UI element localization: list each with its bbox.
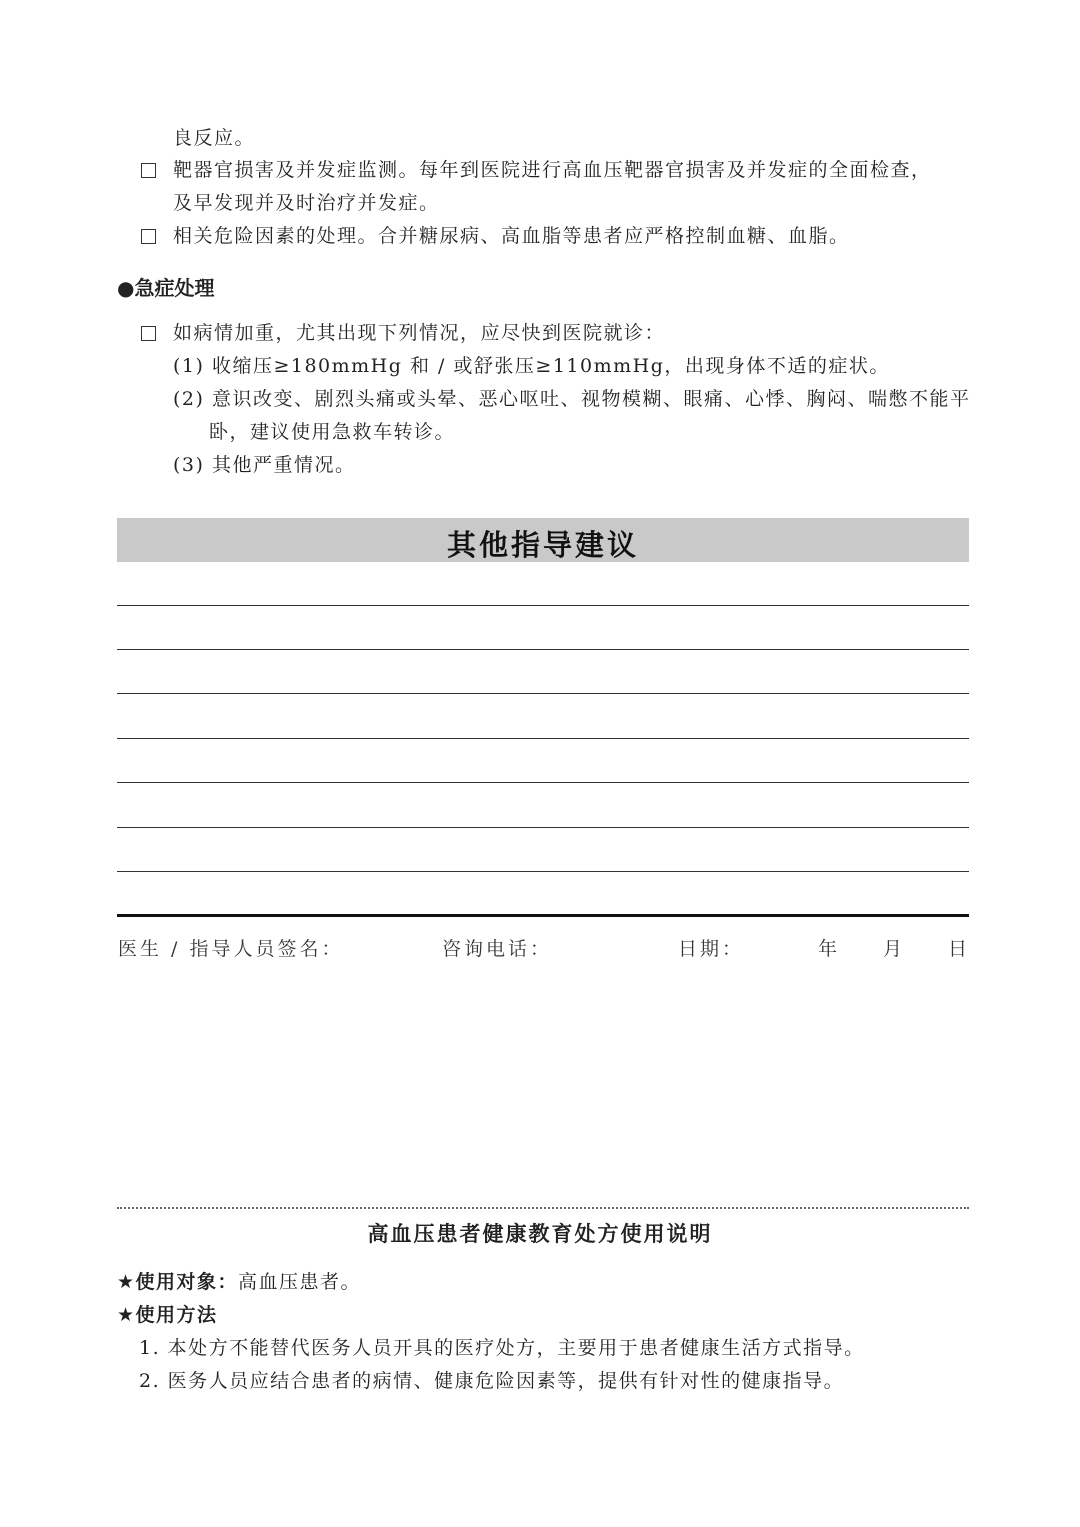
organ-monitoring-line2: 及早发现并及时治疗并发症。 — [173, 192, 440, 214]
usage-method-1: 1. 本处方不能替代医务人员开具的医疗处方，主要用于患者健康生活方式指导。 — [139, 1337, 865, 1359]
date-year: 年 — [818, 938, 841, 960]
checkbox-risk-factors[interactable] — [141, 229, 156, 244]
other-advice-banner — [117, 518, 969, 562]
emergency-item-3: (3) 其他严重情况。 — [173, 454, 356, 476]
emergency-heading: ●急症处理 — [117, 276, 215, 300]
usage-method-2: 2. 医务人员应结合患者的病情、健康危险因素等，提供有针对性的健康指导。 — [139, 1370, 845, 1392]
date-label: 日期： — [678, 938, 745, 960]
usage-target — [117, 1270, 361, 1294]
continuation-text: 良反应。 — [173, 127, 256, 149]
writing-line[interactable] — [117, 605, 969, 606]
date-day: 日 — [948, 938, 971, 960]
writing-line[interactable] — [117, 649, 969, 650]
emergency-item-1: (1) 收缩压≥180mmHg 和 / 或舒张压≥110mmHg，出现身体不适的症状。 — [173, 355, 890, 377]
checkbox-organ-monitoring[interactable] — [141, 163, 156, 178]
usage-method-label: ★使用方法 — [117, 1304, 218, 1326]
section-divider — [117, 914, 969, 917]
writing-line[interactable] — [117, 827, 969, 828]
phone-label: 咨询电话： — [442, 938, 553, 960]
dotted-separator — [117, 1207, 969, 1209]
risk-factors-text: 相关危险因素的处理。合并糖尿病、高血脂等患者应严格控制血糖、血脂。 — [173, 225, 850, 247]
date-month: 月 — [883, 938, 906, 960]
usage-target-value: 高血压患者。 — [238, 1271, 362, 1293]
emergency-item-2-cont: 卧，建议使用急救车转诊。 — [209, 421, 456, 443]
writing-line[interactable] — [117, 782, 969, 783]
other-advice-title: 其他指导建议 — [446, 528, 639, 562]
emergency-intro: 如病情加重，尤其出现下列情况，应尽快到医院就诊： — [173, 322, 666, 344]
writing-line[interactable] — [117, 738, 969, 739]
organ-monitoring-line1: 靶器官损害及并发症监测。每年到医院进行高血压靶器官损害及并发症的全面检查， — [173, 159, 932, 181]
emergency-item-2: (2) 意识改变、剧烈头痛或头晕、恶心呕吐、视物模糊、眼痛、心悸、胸闷、喘憋不能平 — [173, 388, 971, 410]
doctor-signature-label: 医生 / 指导人员签名： — [118, 938, 344, 960]
usage-title: 高血压患者健康教育处方使用说明 — [367, 1222, 713, 1246]
checkbox-emergency[interactable] — [141, 326, 156, 341]
usage-target-label: ★使用对象： — [117, 1271, 239, 1293]
writing-line[interactable] — [117, 871, 969, 872]
writing-line[interactable] — [117, 693, 969, 694]
